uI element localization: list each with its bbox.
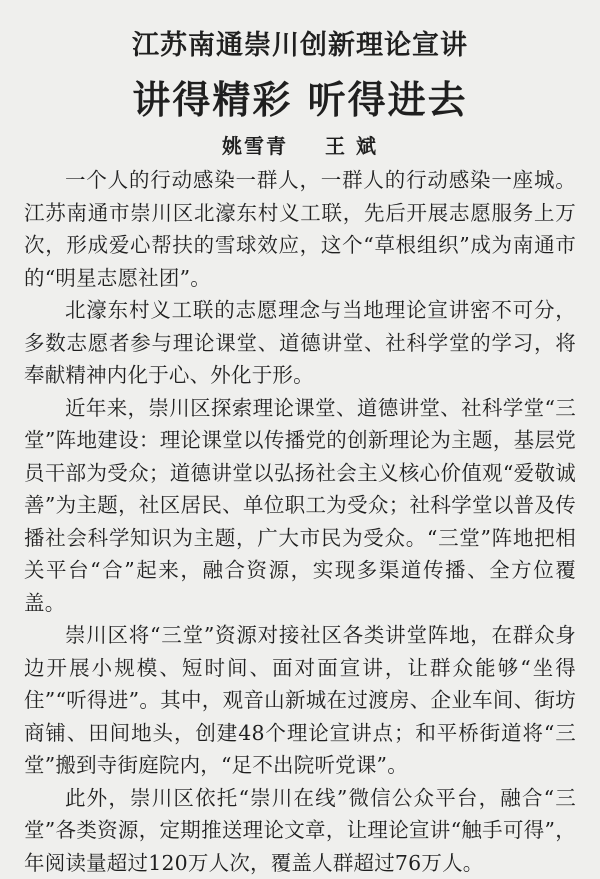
article-body <box>24 164 576 879</box>
author-name: 姚雪青 <box>222 134 288 158</box>
article-kicker: 江苏南通崇川创新理论宣讲 <box>24 28 576 64</box>
author-name: 王 斌 <box>325 134 378 158</box>
article-paragraph: 北濠东村义工联的志愿理念与当地理论宣讲密不可分，多数志愿者参与理论课堂、道德讲堂、社科学堂的学习，将奉献精神内化于心、外化于形。 <box>24 294 576 392</box>
article-paragraph: 一个人的行动感染一群人，一群人的行动感染一座城。江苏南通市崇川区北濠东村义工联，先后开展志愿服务上万次，形成爱心帮扶的雪球效应，这个“草根组织”成为南通市的“明星志愿社团”。 <box>24 164 576 294</box>
article-paragraph: 近年来，崇川区探索理论课堂、道德讲堂、社科学堂“三堂”阵地建设：理论课堂以传播党的创新理论为主题，基层党员干部为受众；道德讲堂以弘扬社会主义核心价值观“爱敬诚善”为主题，社区居民、单位职工为受众；社科学堂以普及传播社会科学知识为主题，广大市民为受众。“三堂”阵地把相关平台“合”起来，融合资源，实现多渠道传播、全方位覆盖。 <box>24 392 576 620</box>
article-paragraph: 此外，崇川区依托“崇川在线”微信公众平台，融合“三堂”各类资源，定期推送理论文章，让理论宣讲“触手可得”，年阅读量超过120万人次，覆盖人群超过76万人。 <box>24 782 576 879</box>
article-headline: 讲得精彩 听得进去 <box>24 76 576 124</box>
article-byline <box>24 132 576 160</box>
article-paragraph: 崇川区将“三堂”资源对接社区各类讲堂阵地，在群众身边开展小规模、短时间、面对面宣讲，让群众能够“坐得住”“听得进”。其中，观音山新城在过渡房、企业车间、街坊商铺、田间地头，创建48个理论宣讲点；和平桥街道将“三堂”搬到寺街庭院内，“足不出院听党课”。 <box>24 619 576 782</box>
